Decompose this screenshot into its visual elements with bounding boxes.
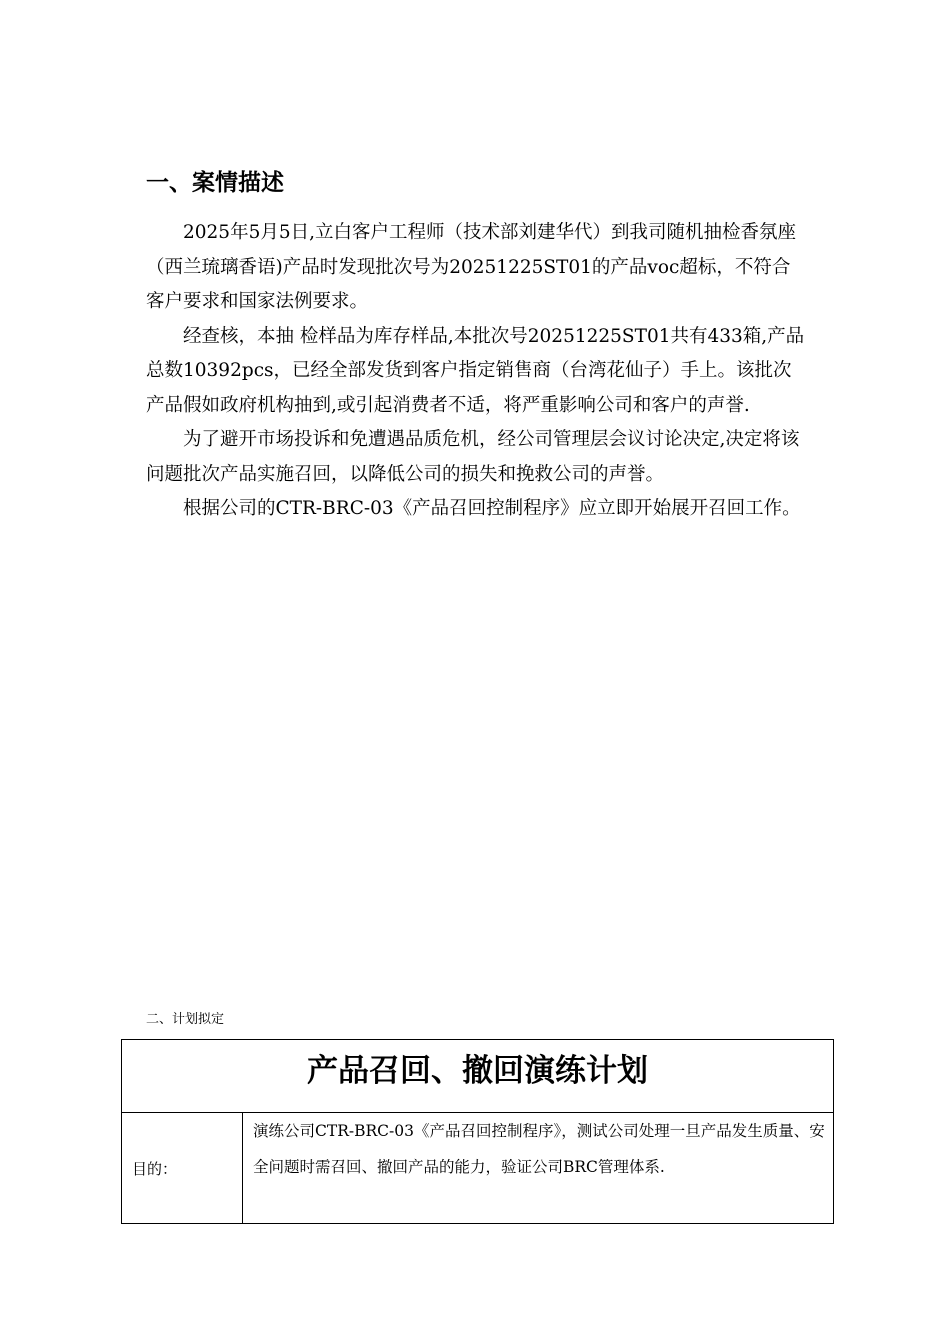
paragraph-2: 经查核，本抽 检样品为库存样品,本批次号20251225ST01共有433箱,产品总数10392pcs，已经全部发货到客户指定销售商（台湾花仙子）手上。该批次产品假如政府机构抽到,或引起消费者不适，将严重影响公司和客户的声誉. [146,325,805,416]
table-row [122,1113,834,1224]
table-title-row [122,1040,834,1113]
paragraph-4: 根据公司的CTR-BRC-03《产品召回控制程序》应立即开始展开召回工作。 [183,498,801,519]
table-title: 产品召回、撤回演练计划 [122,1040,834,1113]
paragraph-1: 2025年5月5日,立白客户工程师（技术部刘建华代）到我司随机抽检香氛座（西兰琉璃香语)产品时发现批次号为20251225ST01的产品voc超标，不符合客户要求和国家法例要求。 [146,222,797,312]
case-description [146,216,806,527]
recall-plan-table [121,1039,834,1224]
paragraph-3: 为了避开市场投诉和免遭遇品质危机，经公司管理层会议讨论决定,决定将该问题批次产品实施召回，以降低公司的损失和挽救公司的声誉。 [146,429,800,485]
section-heading: 一、案情描述 [146,170,284,196]
purpose-label: 目的： [122,1113,243,1224]
section-2-label: 二、计划拟定 [146,1012,225,1027]
purpose-content: 演练公司CTR-BRC-03《产品召回控制程序》，测试公司处理一旦产品发生质量、安全问题时需召回、撤回产品的能力，验证公司BRC管理体系. [243,1113,834,1224]
